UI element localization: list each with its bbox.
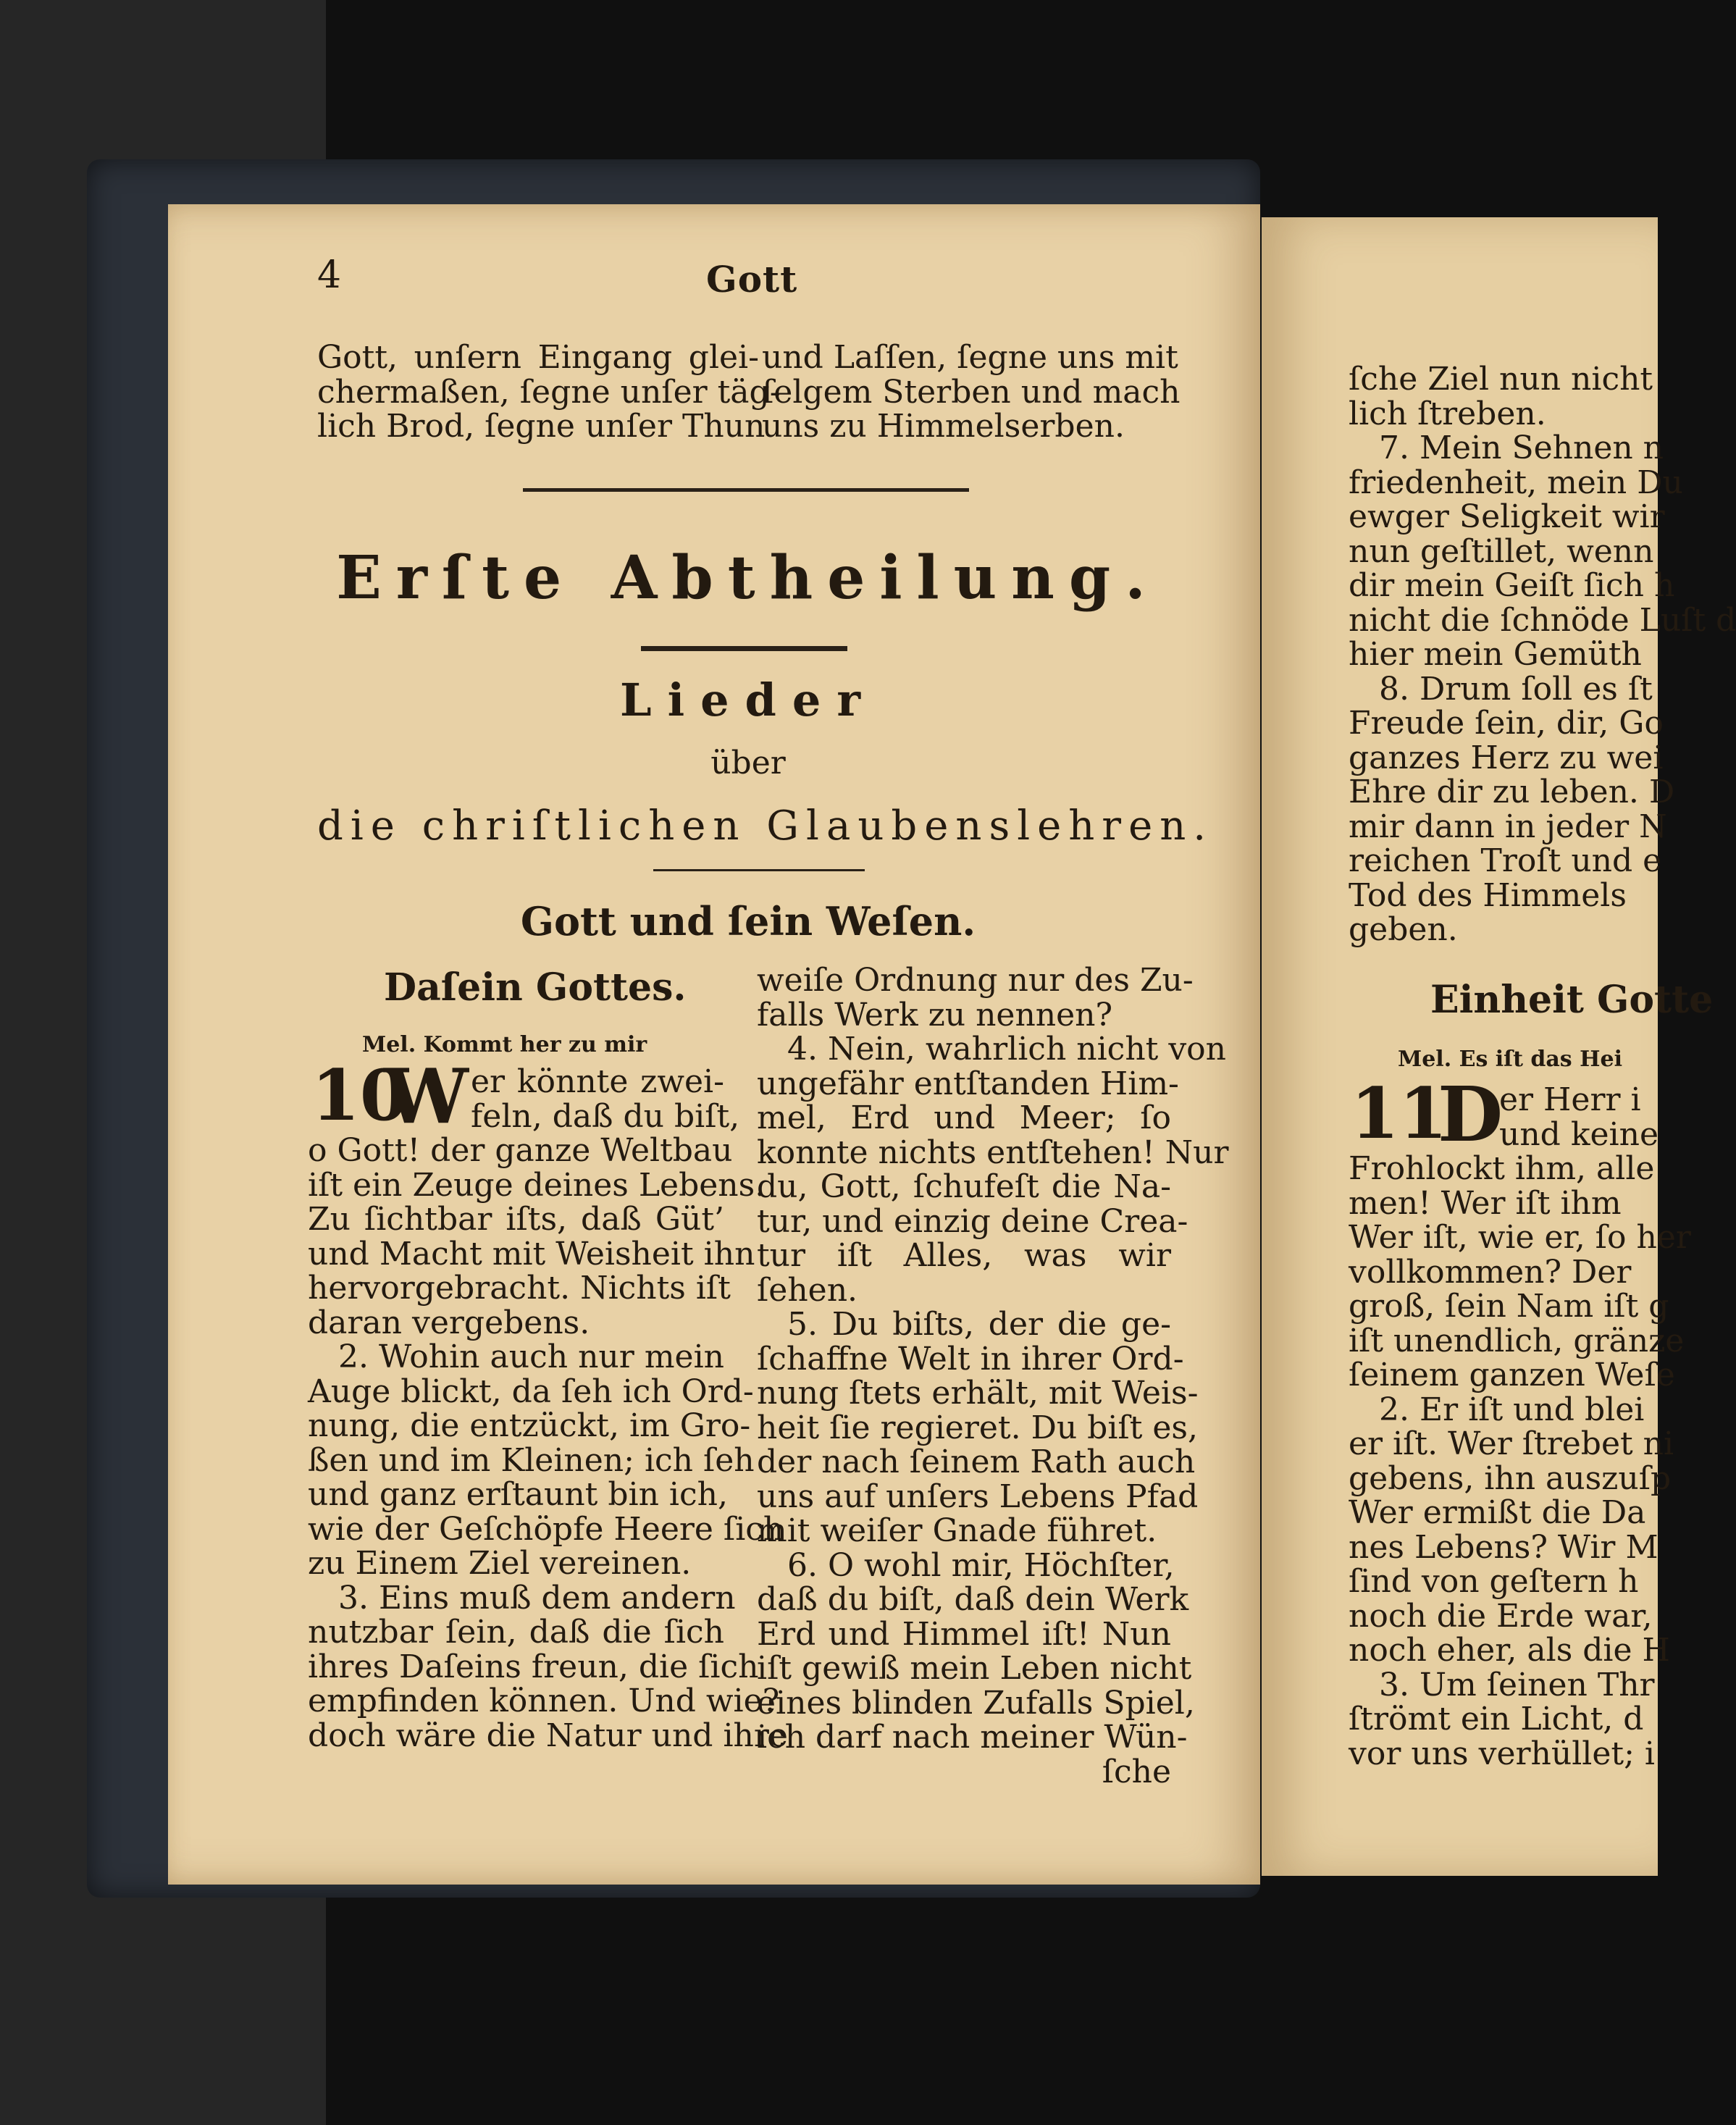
text-line: reichen Troſt und e bbox=[1349, 842, 1662, 879]
text-line: Zu ſichtbar iſts, daß Güt’ bbox=[308, 1201, 724, 1238]
text-line: du, Gott, ſchufeſt die Na- bbox=[757, 1168, 1171, 1205]
text-line: wie der Geſchöpfe Heere ſich bbox=[308, 1510, 784, 1548]
text-line: 5. Du biſts, der die ge- bbox=[787, 1306, 1171, 1343]
text-line: hervorgebracht. Nichts iſt bbox=[308, 1270, 731, 1307]
section-title: Gott und ſein Weſen. bbox=[520, 898, 976, 944]
text-line: und Laſſen, ſegne uns mit bbox=[762, 339, 1178, 376]
text-line: nung, die entzückt, im Gro- bbox=[308, 1407, 751, 1444]
text-line: friedenheit, mein Du bbox=[1349, 464, 1683, 501]
text-line: nung ſtets erhält, mit Weis- bbox=[757, 1375, 1199, 1412]
hymn-number: 11 bbox=[1351, 1073, 1448, 1154]
text-line: ſeinem ganzen Weſe bbox=[1349, 1357, 1675, 1393]
hymn-heading: Einheit Gotte bbox=[1430, 978, 1714, 1022]
drop-capital: W bbox=[384, 1052, 469, 1141]
catchword: ſche bbox=[1102, 1753, 1171, 1790]
intro-left-column bbox=[317, 339, 781, 445]
text-line: weiſe Ordnung nur des Zu- bbox=[757, 962, 1194, 999]
text-line: Erd und Himmel iſt! Nun bbox=[757, 1615, 1171, 1653]
text-line: o Gott! der ganze Weltbau bbox=[308, 1132, 733, 1169]
text-line: vollkommen? Der bbox=[1349, 1253, 1632, 1291]
text-line: Gott, unſern Eingang glei- bbox=[317, 339, 759, 376]
text-line: ewger Seligkeit wir bbox=[1349, 498, 1665, 535]
running-title: Gott bbox=[706, 258, 798, 301]
text-line: nun geſtillet, wenn bbox=[1349, 532, 1654, 570]
over-label: über bbox=[710, 745, 786, 781]
hymn-right-column bbox=[757, 962, 1229, 1790]
text-line: iſt gewiß mein Leben nicht bbox=[757, 1650, 1192, 1687]
text-line: und ganz erſtaunt bin ich, bbox=[308, 1476, 728, 1513]
text-line: ßen und im Kleinen; ich ſeh bbox=[308, 1441, 755, 1479]
text-line: 3. Um ſeinen Thr bbox=[1379, 1666, 1655, 1703]
text-line: Wer ermißt die Da bbox=[1349, 1494, 1646, 1531]
text-line: uns zu Himmelserben. bbox=[762, 408, 1125, 445]
right-page-bottom-text bbox=[1349, 1150, 1691, 1772]
text-line: empfinden können. Und wie? bbox=[308, 1682, 780, 1719]
songs-title: Lieder bbox=[619, 674, 877, 726]
text-line: vor uns verhüllet; i bbox=[1349, 1735, 1655, 1772]
text-line: 2. Er iſt und blei bbox=[1379, 1391, 1645, 1428]
text-line: 3. Eins muß dem andern bbox=[338, 1579, 736, 1617]
text-line: falls Werk zu nennen? bbox=[757, 996, 1113, 1034]
text-line: daran vergebens. bbox=[308, 1304, 590, 1341]
hymn-first-lines bbox=[1499, 1083, 1666, 1152]
text-line: 2. Wohin auch nur mein bbox=[338, 1338, 724, 1375]
text-line: nes Lebens? Wir M bbox=[1349, 1528, 1659, 1566]
text-line: ich darf nach meiner Wün- bbox=[757, 1719, 1188, 1756]
text-line: er Herr i bbox=[1499, 1081, 1641, 1118]
text-line: 7. Mein Sehnen n bbox=[1379, 429, 1664, 466]
text-line: ungefähr entſtanden Him- bbox=[757, 1065, 1179, 1102]
text-line: Wer iſt, wie er, ſo her bbox=[1349, 1219, 1691, 1256]
text-line: lich Brod, ſegne unſer Thun bbox=[317, 408, 766, 445]
text-line: 4. Nein, wahrlich nicht von bbox=[787, 1031, 1227, 1068]
text-line: groß, ſein Nam iſt g bbox=[1349, 1288, 1669, 1325]
text-line: und keine bbox=[1499, 1115, 1659, 1153]
text-line: zu Einem Ziel vereinen. bbox=[308, 1545, 692, 1582]
text-line: ſche Ziel nun nicht bbox=[1349, 361, 1653, 398]
text-line: Frohlockt ihm, alle bbox=[1349, 1150, 1655, 1187]
text-line: der nach ſeinem Rath auch bbox=[757, 1443, 1196, 1480]
text-line: 6. O wohl mir, Höchſter, bbox=[787, 1546, 1175, 1584]
text-line: Tod des Himmels bbox=[1349, 876, 1627, 914]
text-line: er iſt. Wer ſtrebet ni bbox=[1349, 1425, 1674, 1462]
hymn-heading: Daſein Gottes. bbox=[384, 965, 687, 1010]
part-title: Erſte Abtheilung. bbox=[336, 543, 1160, 613]
text-line: konnte nichts entſtehen! Nur bbox=[757, 1133, 1229, 1171]
text-line: chermaßen, ſegne unſer täg- bbox=[317, 373, 781, 411]
text-line: ſehen. bbox=[757, 1271, 858, 1309]
text-line: noch eher, als die H bbox=[1349, 1632, 1670, 1669]
text-line: Auge blickt, da ſeh ich Ord- bbox=[308, 1372, 754, 1410]
divider-rule bbox=[523, 488, 969, 492]
text-line: ihres Daſeins freun, die ſich bbox=[308, 1648, 759, 1685]
text-line: und Macht mit Weisheit ihn bbox=[308, 1235, 755, 1273]
text-line: lich ſtreben. bbox=[1349, 395, 1546, 432]
text-line: gebens, ihn auszuſp bbox=[1349, 1459, 1672, 1497]
drop-capital: D bbox=[1438, 1070, 1504, 1159]
text-line: men! Wer iſt ihm bbox=[1349, 1184, 1622, 1222]
text-line: geben. bbox=[1349, 911, 1458, 948]
text-line: er könnte zwei- bbox=[471, 1063, 724, 1100]
intro-right-column bbox=[762, 339, 1181, 445]
hymn-number: 10 bbox=[311, 1055, 408, 1136]
text-line: ſind von geſtern h bbox=[1349, 1563, 1639, 1600]
text-line: tur iſt Alles, was wir bbox=[757, 1237, 1171, 1274]
text-line: feln, daß du biſt, bbox=[471, 1097, 740, 1135]
divider-rule bbox=[641, 646, 847, 651]
text-line: Freude ſein, dir, Go bbox=[1349, 705, 1664, 742]
text-line: heit ſie regieret. Du biſt es, bbox=[757, 1409, 1198, 1446]
text-line: ganzes Herz zu wei bbox=[1349, 739, 1664, 776]
text-line: nutzbar ſein, daß die ſich bbox=[308, 1614, 724, 1651]
text-line: noch die Erde war, bbox=[1349, 1597, 1653, 1635]
text-line: iſt unendlich, gränze bbox=[1349, 1322, 1685, 1359]
text-line: mir dann in jeder N bbox=[1349, 808, 1667, 845]
text-line: 8. Drum ſoll es ſt bbox=[1379, 670, 1653, 708]
hymn-left-column bbox=[308, 1132, 788, 1754]
text-line: daß du biſt, daß dein Werk bbox=[757, 1581, 1189, 1618]
text-line: ſtrömt ein Licht, d bbox=[1349, 1701, 1644, 1738]
text-line: eines blinden Zufalls Spiel, bbox=[757, 1684, 1195, 1722]
text-line: ſelgem Sterben und mach bbox=[762, 373, 1181, 411]
hymn-first-lines bbox=[471, 1063, 740, 1135]
text-line: iſt ein Zeuge deines Lebens. bbox=[308, 1166, 766, 1204]
text-line: dir mein Geiſt ſich h bbox=[1349, 567, 1675, 604]
divider-rule bbox=[653, 869, 865, 871]
text-line: mel, Erd und Meer; ſo bbox=[757, 1099, 1171, 1136]
page-number: 4 bbox=[317, 253, 342, 297]
text-line: nicht die ſchnöde Luſt d bbox=[1349, 601, 1736, 639]
right-page-top-text bbox=[1349, 361, 1736, 948]
text-line: tur, und einzig deine Crea- bbox=[757, 1202, 1188, 1240]
text-line: mit weiſer Gnade führet. bbox=[757, 1512, 1157, 1549]
text-line: hier mein Gemüth bbox=[1349, 636, 1642, 673]
text-line: ſchaffne Welt in ihrer Ord- bbox=[757, 1340, 1184, 1378]
text-line: Ehre dir zu leben. D bbox=[1349, 774, 1675, 810]
subject-title: die chriſtlichen Glaubenslehren. bbox=[317, 802, 1214, 850]
text-line: uns auf unſers Lebens Pfad bbox=[757, 1478, 1199, 1515]
melody-line: Mel. Es iſt das Hei bbox=[1398, 1047, 1622, 1072]
melody-line: Mel. Kommt her zu mir bbox=[362, 1032, 647, 1057]
text-line: doch wäre die Natur und ihre bbox=[308, 1717, 788, 1754]
